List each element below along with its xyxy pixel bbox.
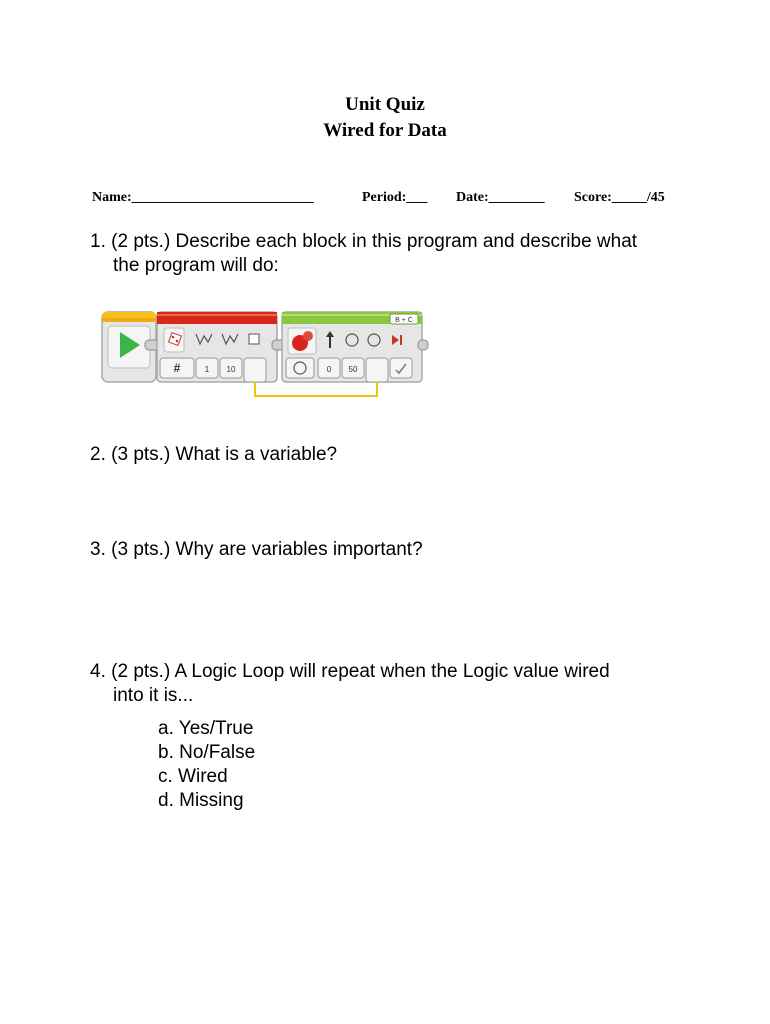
random-block: [157, 312, 277, 382]
random-min-value: 1: [204, 365, 210, 374]
data-wire: [255, 382, 377, 396]
question-4-text: (2 pts.) A Logic Loop will repeat when the Logic value wired: [111, 661, 610, 682]
question-2-number: 2.: [90, 444, 106, 465]
ports-label: B + C: [395, 317, 413, 324]
option-a: a. Yes/True: [158, 718, 254, 739]
date-field: Date:________: [456, 190, 545, 205]
question-4: [90, 660, 690, 708]
question-1-text: (2 pts.) Describe each block in this program and describe what: [111, 231, 638, 252]
score-field: Score:_____/45: [574, 190, 665, 205]
question-2-text: (3 pts.) What is a variable?: [111, 444, 338, 465]
question-1-number: 1.: [90, 231, 106, 252]
question-3-text: (3 pts.) Why are variables important?: [111, 539, 423, 560]
question-3: [90, 538, 690, 562]
question-4-text-cont: into it is...: [113, 685, 194, 706]
question-1: [90, 230, 690, 278]
option-b: b. No/False: [158, 742, 256, 763]
result-icon: [249, 334, 259, 344]
name-field: Name:__________________________: [92, 190, 314, 205]
random-mode-label: #: [173, 361, 181, 375]
quiz-title: Unit Quiz: [345, 94, 425, 115]
option-c: c. Wired: [158, 766, 228, 787]
question-4-number: 4.: [90, 661, 106, 682]
power-value: 50: [348, 365, 358, 374]
option-d: d. Missing: [158, 790, 244, 811]
quiz-subtitle: Wired for Data: [323, 120, 447, 141]
period-field: Period:___: [362, 190, 428, 205]
question-3-number: 3.: [90, 539, 106, 560]
ev3-program-image: [100, 306, 430, 402]
question-1-text-cont: the program will do:: [113, 255, 279, 276]
steering-value: 0: [326, 365, 332, 374]
random-max-value: 10: [226, 365, 236, 374]
move-steering-block: [282, 312, 422, 382]
question-2: [90, 443, 690, 467]
